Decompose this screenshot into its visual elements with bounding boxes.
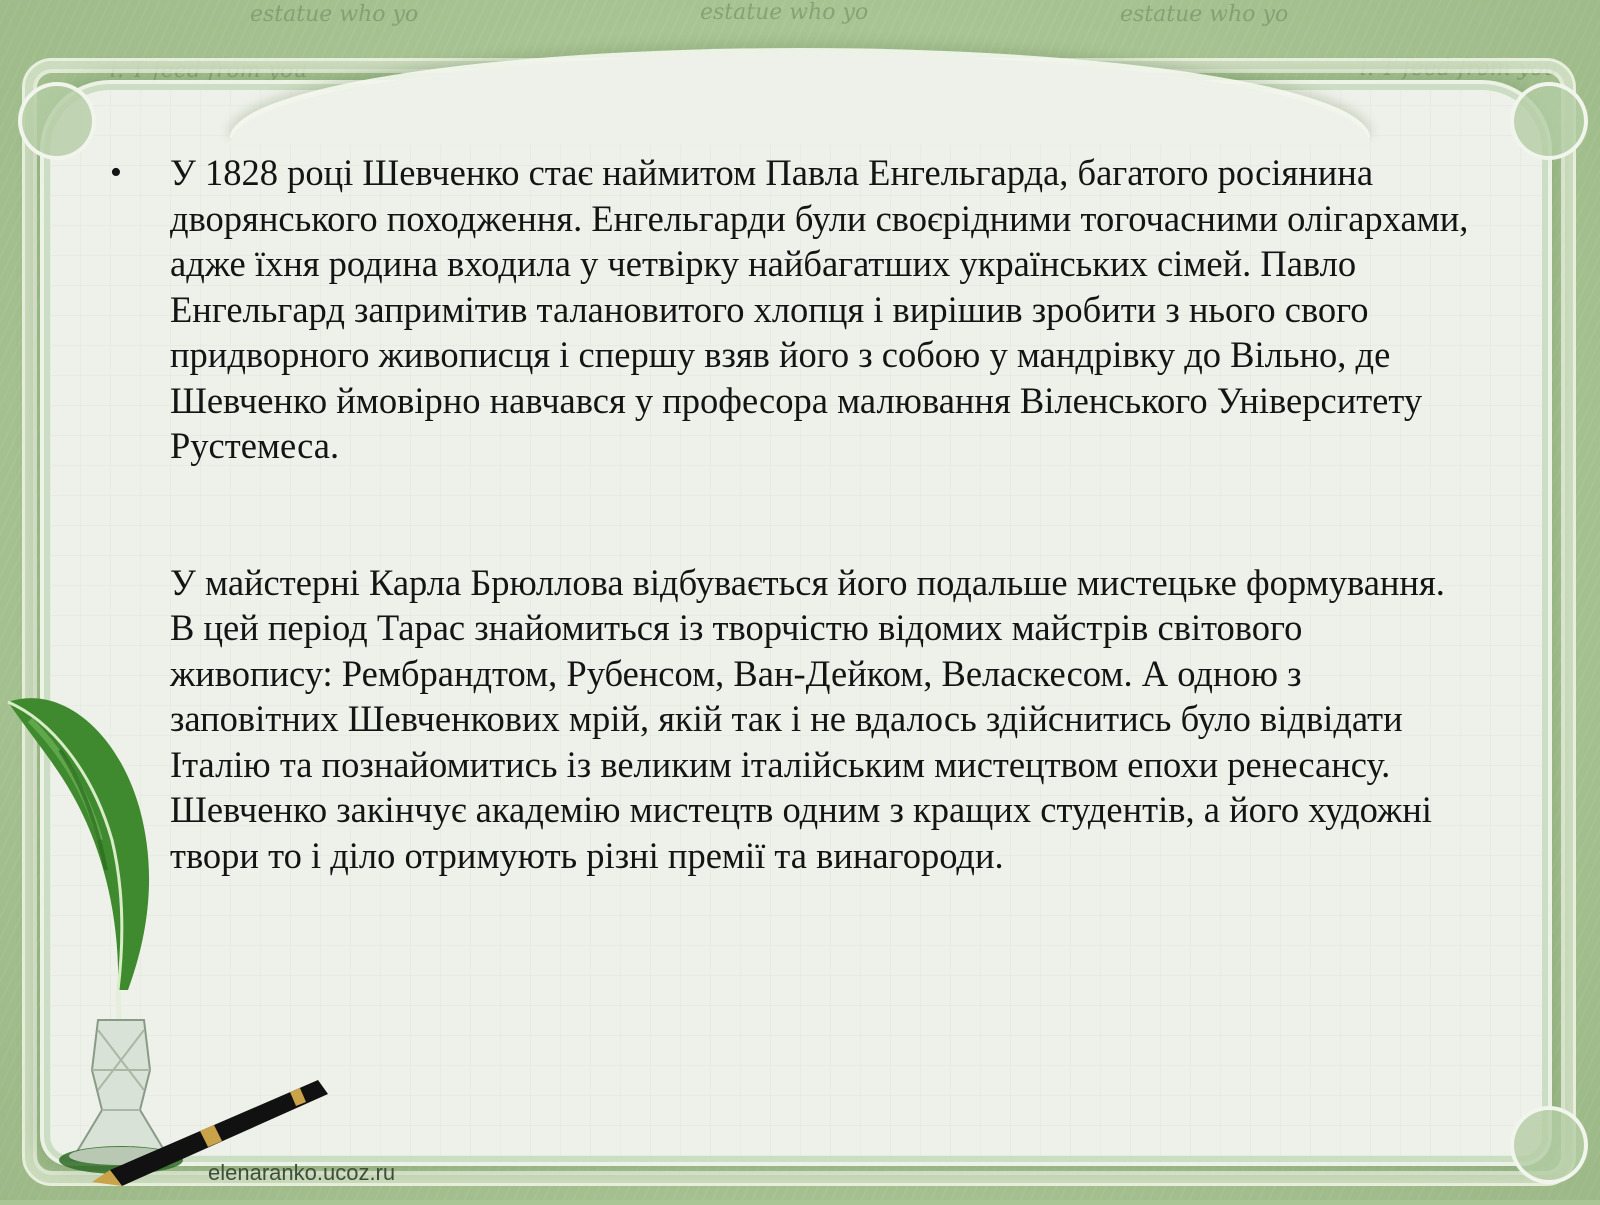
script-decoration: l. T feed from you xyxy=(110,58,308,83)
corner-ornament xyxy=(1510,1106,1588,1184)
paragraph-2: У майстерні Карла Брюллова відбувається його подальше мистецьке формування. В цей період Тарас знайомиться із творчістю відомих майстрів світового живопису: Рембрандтом, Рубенсом, Ван-Дейком, Веласкесом. А одною з заповітних Шевченкових мрій, якій так і не вдалось здійснитись було відвідати Італію та познайомитись із великим італійським мистецтвом епохи ренесансу. Шевченко закінчує академію мистецтв одним з кращих студентів, а його художні твори то і діло отримують різні премії та винагороди. xyxy=(170,561,1445,876)
script-decoration: estatue who yo xyxy=(250,2,419,27)
site-watermark: elenaranko.ucoz.ru xyxy=(208,1160,396,1185)
corner-ornament xyxy=(18,82,96,160)
quill-pen-icon xyxy=(0,690,340,1200)
corner-ornament xyxy=(1510,82,1588,160)
script-decoration: l. T feed from you xyxy=(1360,56,1558,81)
script-decoration: estatue who yo xyxy=(700,0,869,25)
script-decoration: estatue who yo xyxy=(1120,2,1289,27)
bullet-marker: • xyxy=(110,154,122,191)
paragraph-1: У 1828 році Шевченко стає наймитом Павла Енгельгарда, багатого росіянина дворянського походження. Енгельгарди були своєрідними тогочасними олігархами, адже їхня родина входила у четвірку найбагатших українських сімей. Павло Енгельгард запримітив талановитого хлопця і вирішив зробити з нього свого придворного живописця і спершу взяв його з собою у мандрівку до Вільно, де Шевченко ймовірно навчався у професора малювання Віленського Університету Рустемеса. xyxy=(170,152,1469,466)
pen-illustration xyxy=(0,690,340,1200)
